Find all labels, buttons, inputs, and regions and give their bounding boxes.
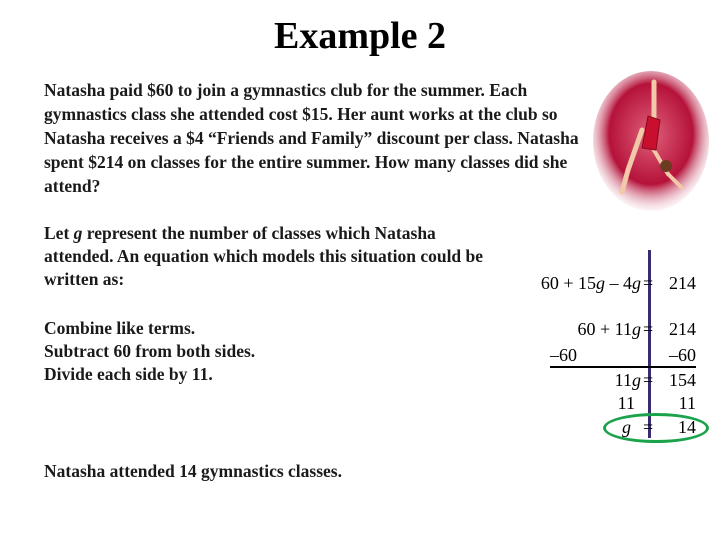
eq6-equals: = — [643, 417, 654, 437]
variable-g: g — [73, 223, 83, 243]
eq2-var: g — [632, 319, 641, 339]
eq2-lhs — [578, 318, 641, 340]
eq1-lhs — [541, 272, 641, 294]
problem-text: Natasha paid $60 to join a gymnastics club for the summer. Each gymnastics class she attended cost $15. Her aunt works at the club so Natasha receives a $4 “Friends and Family” discount per class. Natasha spent $214 on classes for the entire summer. How many classes did she attend? — [44, 80, 579, 196]
answer-circle — [603, 413, 709, 443]
variable-definition — [44, 222, 504, 291]
eq2-rhs: 214 — [669, 319, 696, 339]
eq1-rhs: 214 — [669, 273, 696, 293]
eq1-var2: g — [632, 273, 641, 293]
eq6-var: g — [622, 417, 631, 437]
eq6-rhs: 14 — [678, 417, 696, 437]
eq4-equals: = — [643, 370, 654, 390]
gymnast-photo — [592, 70, 710, 212]
eq1-equals: = — [643, 273, 654, 293]
eq3-rhs: –60 — [669, 345, 696, 365]
eq1-var1: g — [596, 273, 605, 293]
eq2-equals: = — [643, 319, 654, 339]
eq4-term-a: 11 — [614, 370, 632, 390]
eq4-lhs — [615, 369, 641, 391]
eq4-rhs: 154 — [669, 370, 696, 390]
step-1: Combine like terms. — [44, 318, 196, 338]
subtraction-underline — [550, 366, 696, 368]
steps-list — [44, 317, 364, 386]
let-rest: represent the number of classes which Natasha attended. An equation which models this situation could be written as: — [44, 223, 484, 289]
page-title: Example 2 — [273, 15, 447, 57]
eq5-rhs: 11 — [678, 393, 696, 413]
step-3: Divide each side by 11. — [44, 364, 213, 384]
step-2: Subtract 60 from both sides. — [44, 341, 256, 361]
let-prefix: Let — [44, 223, 74, 243]
eq1-term-b: – 4 — [605, 273, 632, 293]
eq2-term-a: 60 + 11 — [577, 319, 632, 339]
eq3-lhs: –60 — [550, 345, 577, 365]
conclusion: Natasha attended 14 gymnastics classes. — [44, 461, 342, 481]
eq4-var: g — [632, 370, 641, 390]
eq5-lhs: 11 — [617, 393, 635, 413]
eq1-term-a: 60 + 15 — [540, 273, 596, 293]
